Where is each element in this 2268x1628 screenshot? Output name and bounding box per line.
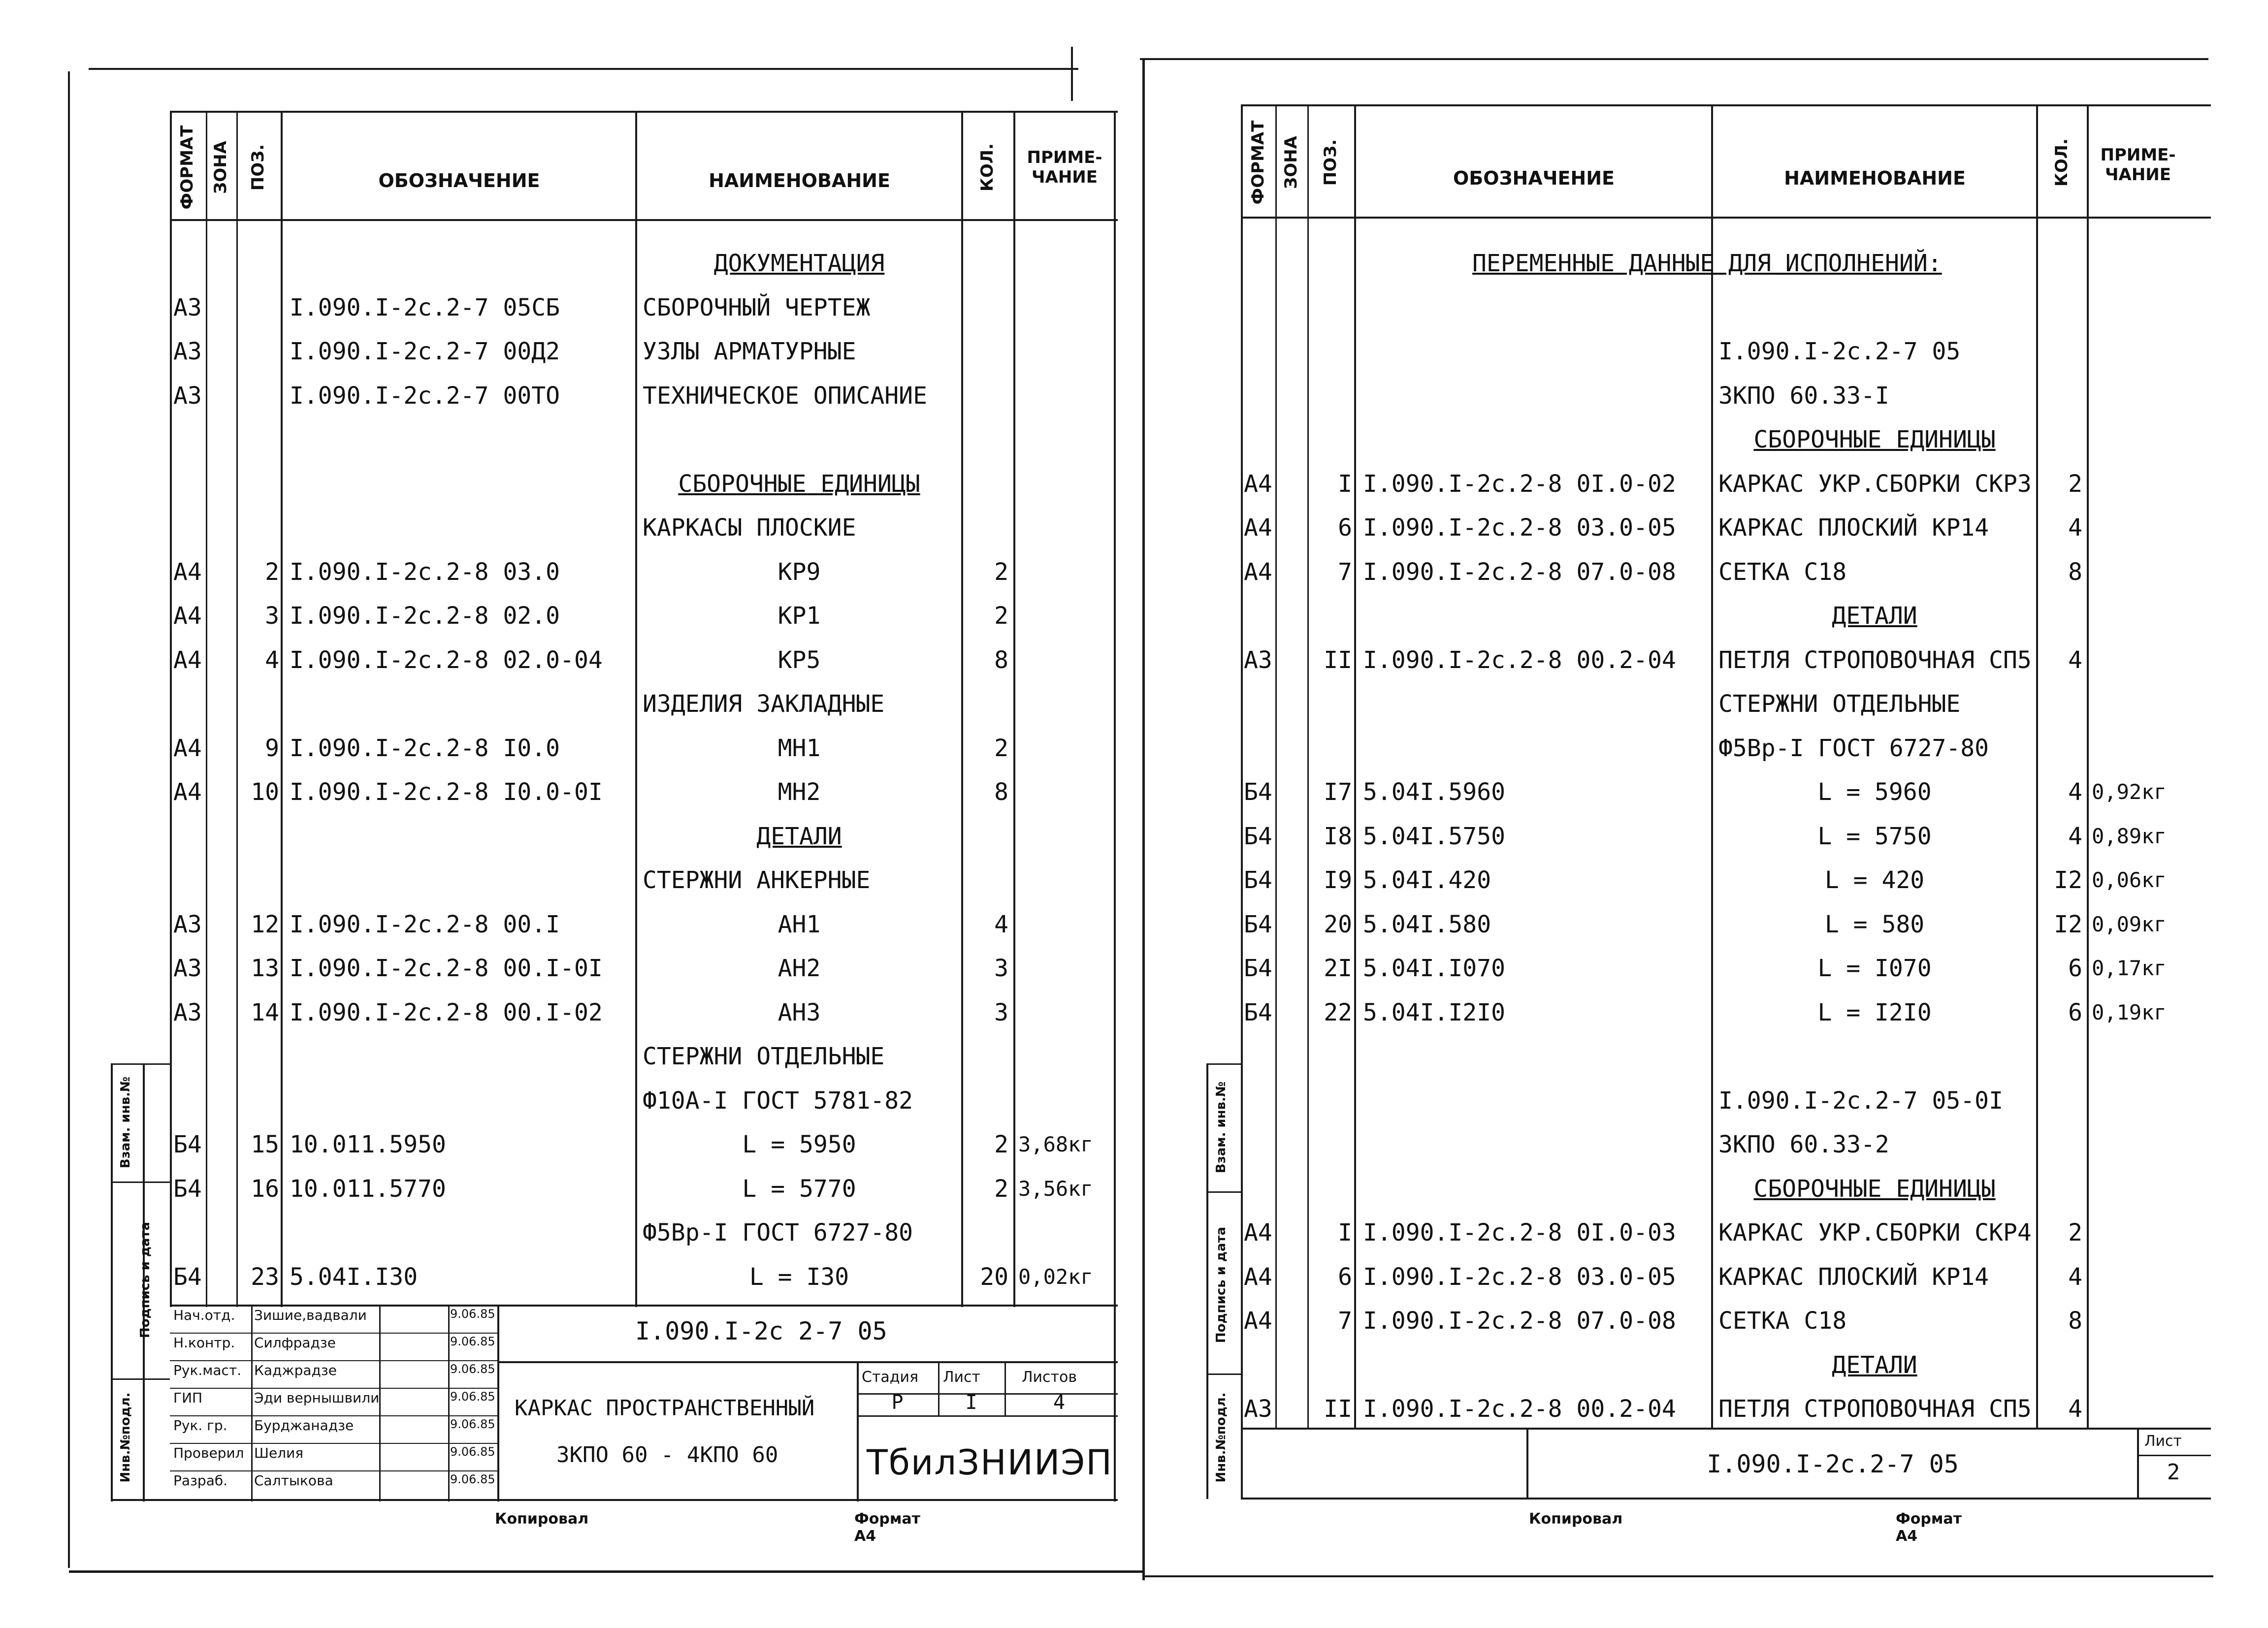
role-date: 9.06.85 bbox=[450, 1335, 495, 1348]
row-name: СТЕРЖНИ АНКЕРНЫЕ bbox=[643, 866, 871, 894]
row-designation: I.090.I-2с.2-8 00.I bbox=[290, 910, 560, 938]
row-format: Б4 bbox=[1244, 910, 1272, 938]
row-quantity: 4 bbox=[994, 910, 1008, 938]
row-position: 23 bbox=[251, 1263, 279, 1291]
row-quantity: 8 bbox=[2068, 558, 2082, 586]
row-designation: I.090.I-2с.2-7 00ТО bbox=[290, 382, 560, 410]
role-title: Нач.отд. bbox=[173, 1307, 235, 1323]
row-name: I.090.I-2с.2-7 05 bbox=[1718, 338, 1961, 365]
row-position: 20 bbox=[1324, 910, 1352, 938]
row-name: КР9 bbox=[778, 558, 821, 586]
header-zone: ЗОНА bbox=[211, 141, 230, 194]
row-quantity: 2 bbox=[994, 1175, 1008, 1203]
row-position: 9 bbox=[265, 734, 279, 762]
row-format: А4 bbox=[173, 602, 202, 630]
row-designation: 10.011.5950 bbox=[290, 1131, 446, 1158]
row-quantity: 4 bbox=[2068, 1395, 2082, 1423]
role-name: Бурджанадзе bbox=[254, 1417, 354, 1434]
row-designation: I.090.I-2с.2-8 00.I-02 bbox=[290, 998, 603, 1026]
row-designation: I.090.I-2с.2-8 02.0 bbox=[290, 602, 560, 630]
row-position: 15 bbox=[251, 1131, 279, 1158]
row-position: II bbox=[1324, 646, 1352, 674]
row-position: 13 bbox=[251, 955, 279, 982]
row-name: L = 420 bbox=[1824, 866, 1925, 894]
row-format: А3 bbox=[173, 910, 202, 938]
role-name: Зишие,вадвали bbox=[254, 1307, 367, 1323]
row-name: Ф10А-I ГОСТ 5781-82 bbox=[643, 1086, 913, 1115]
row-format: А3 bbox=[173, 338, 202, 365]
row-quantity: 4 bbox=[2068, 778, 2082, 806]
row-note: 0,06кг bbox=[2092, 868, 2167, 892]
row-designation: 10.011.5770 bbox=[290, 1175, 446, 1203]
row-quantity: 3 bbox=[994, 955, 1008, 982]
row-name: КАРКАСЫ ПЛОСКИЕ bbox=[643, 514, 856, 542]
row-quantity: 2 bbox=[2068, 470, 2082, 498]
left-title-line2: 3КПО 60 - 4КПО 60 bbox=[556, 1442, 778, 1468]
role-name: Силфрадзе bbox=[254, 1335, 336, 1351]
row-name: ДЕТАЛИ bbox=[1832, 1351, 1917, 1379]
row-format: А3 bbox=[1244, 646, 1272, 674]
row-name: L = I2I0 bbox=[1817, 998, 1932, 1026]
right-header-zone: ЗОНА bbox=[1281, 136, 1301, 189]
row-format: А4 bbox=[1244, 558, 1272, 586]
role-name: Эди вернышвили bbox=[254, 1390, 380, 1406]
sheet-value: I bbox=[965, 1391, 977, 1414]
row-format: А4 bbox=[1244, 514, 1272, 542]
row-name: СБОРОЧНЫЕ ЕДИНИЦЫ bbox=[678, 470, 920, 498]
row-designation: ПЕРЕМЕННЫЕ ДАННЫЕ ДЛЯ ИСПОЛНЕНИЙ: bbox=[1472, 250, 1942, 277]
header-designation: ОБОЗНАЧЕНИЕ bbox=[378, 170, 540, 192]
row-designation: 5.04I.420 bbox=[1363, 866, 1491, 894]
row-name: I.090.I-2с.2-7 05-0I bbox=[1718, 1086, 2003, 1115]
row-name: СБОРОЧНЫЕ ЕДИНИЦЫ bbox=[1753, 1175, 1996, 1203]
right-header-designation: ОБОЗНАЧЕНИЕ bbox=[1453, 167, 1615, 189]
row-position: 22 bbox=[1324, 998, 1352, 1026]
row-format: А3 bbox=[1244, 1395, 1272, 1423]
row-quantity: 2 bbox=[994, 1131, 1008, 1158]
row-quantity: I2 bbox=[2054, 910, 2082, 938]
role-date: 9.06.85 bbox=[450, 1390, 495, 1404]
role-title: Н.контр. bbox=[173, 1335, 235, 1351]
row-quantity: 2 bbox=[994, 558, 1008, 586]
row-designation: I.090.I-2с.2-8 03.0-05 bbox=[1363, 514, 1676, 542]
row-designation: I.090.I-2с.2-8 02.0-04 bbox=[290, 646, 603, 674]
row-name: МН1 bbox=[778, 734, 821, 762]
right-side-label-3: Инв.№подл. bbox=[1214, 1392, 1229, 1483]
row-name: L = 5770 bbox=[742, 1175, 856, 1203]
row-note: 3,56кг bbox=[1018, 1176, 1093, 1201]
row-format: Б4 bbox=[1244, 778, 1272, 806]
org-logo: ТбилЗНИИЭП bbox=[867, 1442, 1113, 1483]
row-name: СТЕРЖНИ ОТДЕЛЬНЫЕ bbox=[1718, 690, 1961, 718]
row-name: СЕТКА С18 bbox=[1718, 558, 1847, 586]
row-designation: I.090.I-2с.2-7 05СБ bbox=[290, 293, 560, 321]
role-title: Разраб. bbox=[173, 1472, 228, 1489]
row-note: 3,68кг bbox=[1018, 1132, 1093, 1156]
row-name: КАРКАС ПЛОСКИЙ КР14 bbox=[1718, 1263, 1989, 1291]
right-header-note: ПРИМЕ-ЧАНИЕ bbox=[2100, 145, 2176, 185]
row-designation: I.090.I-2с.2-8 0I.0-03 bbox=[1363, 1219, 1676, 1246]
row-quantity: 6 bbox=[2068, 955, 2082, 982]
role-title: ГИП bbox=[173, 1390, 203, 1406]
row-designation: 5.04I.5960 bbox=[1363, 778, 1505, 806]
row-designation: I.090.I-2с.2-7 00Д2 bbox=[290, 338, 560, 365]
row-note: 0,09кг bbox=[2092, 912, 2167, 936]
row-position: 10 bbox=[251, 778, 279, 806]
row-format: А4 bbox=[173, 558, 202, 586]
left-title-line1: КАРКАС ПРОСТРАНСТВЕННЫЙ bbox=[515, 1396, 815, 1421]
role-title: Рук.маст. bbox=[173, 1362, 242, 1378]
row-quantity: I2 bbox=[2054, 866, 2082, 894]
row-format: Б4 bbox=[1244, 998, 1272, 1026]
row-position: 6 bbox=[1338, 1263, 1352, 1291]
row-position: 4 bbox=[265, 646, 279, 674]
row-quantity: 8 bbox=[994, 778, 1008, 806]
row-name: ТЕХНИЧЕСКОЕ ОПИСАНИЕ bbox=[643, 382, 927, 410]
row-quantity: 8 bbox=[994, 646, 1008, 674]
row-quantity: 2 bbox=[994, 602, 1008, 630]
row-format: А4 bbox=[173, 646, 202, 674]
row-name: АН3 bbox=[778, 998, 821, 1026]
row-name: ПЕТЛЯ СТРОПОВОЧНАЯ СП5 bbox=[1718, 646, 2032, 674]
row-format: А3 bbox=[173, 382, 202, 410]
row-name: L = 5960 bbox=[1817, 778, 1932, 806]
row-position: 7 bbox=[1338, 1307, 1352, 1335]
row-note: 0,19кг bbox=[2092, 1000, 2167, 1024]
row-designation: I.090.I-2с.2-8 00.I-0I bbox=[290, 955, 603, 982]
row-quantity: 4 bbox=[2068, 514, 2082, 542]
row-designation: I.090.I-2с.2-8 I0.0 bbox=[290, 734, 560, 762]
row-designation: 5.04I.580 bbox=[1363, 910, 1491, 938]
row-name: Ф5Вр-I ГОСТ 6727-80 bbox=[1718, 734, 1989, 762]
stage-value: Р bbox=[891, 1391, 904, 1414]
row-name: Ф5Вр-I ГОСТ 6727-80 bbox=[643, 1219, 913, 1246]
row-format: Б4 bbox=[1244, 866, 1272, 894]
row-quantity: 4 bbox=[2068, 1263, 2082, 1291]
role-title: Проверил bbox=[173, 1445, 244, 1461]
row-name: МН2 bbox=[778, 778, 821, 806]
row-format: Б4 bbox=[173, 1131, 202, 1158]
row-name: ПЕТЛЯ СТРОПОВОЧНАЯ СП5 bbox=[1718, 1395, 2032, 1423]
right-format: Формат А4 bbox=[1896, 1510, 1962, 1545]
row-position: 2I bbox=[1324, 955, 1352, 982]
row-format: А3 bbox=[173, 293, 202, 321]
row-name: 3КПО 60.33-I bbox=[1718, 382, 1889, 410]
right-header-format: ФОРМАТ bbox=[1248, 120, 1268, 205]
role-date: 9.06.85 bbox=[450, 1362, 495, 1376]
row-name: КАРКАС УКР.СБОРКИ СКР4 bbox=[1718, 1219, 2032, 1246]
row-designation: I.090.I-2с.2-8 03.0 bbox=[290, 558, 560, 586]
left-side-label-2: Подпись и дата bbox=[138, 1221, 153, 1339]
row-note: 0,02кг bbox=[1018, 1264, 1093, 1289]
left-side-label-3: Инв.№подл. bbox=[118, 1392, 133, 1483]
right-header-pos: ПОЗ. bbox=[1321, 139, 1340, 186]
row-format: Б4 bbox=[173, 1263, 202, 1291]
row-designation: I.090.I-2с.2-8 07.0-08 bbox=[1363, 558, 1676, 586]
row-format: А4 bbox=[1244, 470, 1272, 498]
right-sheet-label: Лист bbox=[2144, 1433, 2182, 1450]
row-position: 6 bbox=[1338, 514, 1352, 542]
row-format: А3 bbox=[173, 998, 202, 1026]
row-position: I7 bbox=[1324, 778, 1352, 806]
row-format: А3 bbox=[173, 955, 202, 982]
row-name: СЕТКА С18 bbox=[1718, 1307, 1847, 1335]
header-pos: ПОЗ. bbox=[248, 144, 268, 191]
row-position: I8 bbox=[1324, 822, 1352, 850]
row-designation: I.090.I-2с.2-8 I0.0-0I bbox=[290, 778, 603, 806]
row-quantity: 4 bbox=[2068, 646, 2082, 674]
role-name: Салтыкова bbox=[254, 1472, 333, 1489]
right-header-qty: КОЛ. bbox=[2052, 138, 2072, 187]
row-position: 2 bbox=[265, 558, 279, 586]
row-position: 7 bbox=[1338, 558, 1352, 586]
row-name: ДЕТАЛИ bbox=[1832, 602, 1917, 630]
row-name: АН1 bbox=[778, 910, 821, 938]
row-name: ДЕТАЛИ bbox=[756, 822, 842, 850]
left-doc-code: I.090.I-2с 2-7 05 bbox=[635, 1317, 887, 1345]
row-name: ИЗДЕЛИЯ ЗАКЛАДНЫЕ bbox=[643, 690, 885, 718]
row-name: КР1 bbox=[778, 602, 821, 630]
role-date: 9.06.85 bbox=[450, 1445, 495, 1459]
right-sheet-value: 2 bbox=[2167, 1460, 2180, 1485]
row-format: А4 bbox=[173, 778, 202, 806]
role-title: Рук. гр. bbox=[173, 1417, 227, 1434]
row-format: А4 bbox=[1244, 1263, 1272, 1291]
row-position: 3 bbox=[265, 602, 279, 630]
left-format: Формат А4 bbox=[854, 1510, 920, 1545]
row-name: ДОКУМЕНТАЦИЯ bbox=[713, 250, 885, 277]
row-designation: I.090.I-2с.2-8 07.0-08 bbox=[1363, 1307, 1676, 1335]
header-qty: КОЛ. bbox=[977, 143, 997, 192]
row-name: L = I30 bbox=[749, 1263, 849, 1291]
row-name: L = 580 bbox=[1824, 910, 1925, 938]
row-designation: I.090.I-2с.2-8 0I.0-02 bbox=[1363, 470, 1676, 498]
stage-label: Стадия bbox=[862, 1369, 919, 1386]
row-format: А4 bbox=[1244, 1307, 1272, 1335]
row-name: L = I070 bbox=[1817, 955, 1932, 982]
row-name: СБОРОЧНЫЕ ЕДИНИЦЫ bbox=[1753, 426, 1996, 453]
header-name: НАИМЕНОВАНИЕ bbox=[709, 170, 890, 192]
row-note: 0,17кг bbox=[2092, 956, 2167, 980]
left-side-label-1: Взам. инв.№ bbox=[118, 1076, 133, 1169]
row-name: УЗЛЫ АРМАТУРНЫЕ bbox=[643, 338, 856, 365]
sheets-label: Листов bbox=[1022, 1369, 1077, 1386]
row-note: 0,92кг bbox=[2092, 780, 2167, 804]
row-quantity: 3 bbox=[994, 998, 1008, 1026]
row-quantity: 20 bbox=[980, 1263, 1008, 1291]
row-format: Б4 bbox=[1244, 955, 1272, 982]
role-name: Шелия bbox=[254, 1445, 304, 1461]
role-date: 9.06.85 bbox=[450, 1417, 495, 1431]
row-format: А4 bbox=[173, 734, 202, 762]
row-position: I bbox=[1338, 470, 1352, 498]
row-position: 16 bbox=[251, 1175, 279, 1203]
row-name: КАРКАС УКР.СБОРКИ СКР3 bbox=[1718, 470, 2032, 498]
row-quantity: 2 bbox=[994, 734, 1008, 762]
row-name: СТЕРЖНИ ОТДЕЛЬНЫЕ bbox=[643, 1043, 885, 1070]
left-copied: Копировал bbox=[495, 1510, 589, 1528]
row-designation: I.090.I-2с.2-8 00.2-04 bbox=[1363, 646, 1676, 674]
row-name: L = 5950 bbox=[742, 1131, 856, 1158]
row-format: Б4 bbox=[1244, 822, 1272, 850]
row-quantity: 6 bbox=[2068, 998, 2082, 1026]
row-designation: 5.04I.5750 bbox=[1363, 822, 1505, 850]
right-copied: Копировал bbox=[1529, 1510, 1623, 1528]
row-designation: I.090.I-2с.2-8 00.2-04 bbox=[1363, 1395, 1676, 1423]
row-name: АН2 bbox=[778, 955, 821, 982]
role-name: Каджрадзе bbox=[254, 1362, 337, 1378]
right-side-label-1: Взам. инв.№ bbox=[1214, 1081, 1229, 1174]
row-name: 3КПО 60.33-2 bbox=[1718, 1131, 1889, 1158]
row-position: 12 bbox=[251, 910, 279, 938]
row-quantity: 4 bbox=[2068, 822, 2082, 850]
row-position: I bbox=[1338, 1219, 1352, 1246]
row-name: L = 5750 bbox=[1817, 822, 1932, 850]
row-position: II bbox=[1324, 1395, 1352, 1423]
row-quantity: 8 bbox=[2068, 1307, 2082, 1335]
row-designation: 5.04I.I2I0 bbox=[1363, 998, 1505, 1026]
right-side-label-2: Подпись и дата bbox=[1214, 1226, 1229, 1343]
row-position: 14 bbox=[251, 998, 279, 1026]
row-designation: 5.04I.I30 bbox=[290, 1263, 418, 1291]
row-note: 0,89кг bbox=[2092, 824, 2167, 848]
right-doc-code: I.090.I-2с.2-7 05 bbox=[1707, 1450, 1959, 1478]
row-name: КР5 bbox=[778, 646, 821, 674]
role-date: 9.06.85 bbox=[450, 1307, 495, 1321]
sheet-label: Лист bbox=[943, 1369, 981, 1386]
row-name: КАРКАС ПЛОСКИЙ КР14 bbox=[1718, 514, 1989, 542]
right-header-name: НАИМЕНОВАНИЕ bbox=[1784, 167, 1966, 189]
role-date: 9.06.85 bbox=[450, 1472, 495, 1486]
sheets-value: 4 bbox=[1053, 1391, 1066, 1414]
row-designation: I.090.I-2с.2-8 03.0-05 bbox=[1363, 1263, 1676, 1291]
row-format: А4 bbox=[1244, 1219, 1272, 1246]
row-format: Б4 bbox=[173, 1175, 202, 1203]
header-format: ФОРМАТ bbox=[177, 125, 197, 210]
row-designation: 5.04I.I070 bbox=[1363, 955, 1505, 982]
row-position: I9 bbox=[1324, 866, 1352, 894]
row-quantity: 2 bbox=[2068, 1219, 2082, 1246]
header-note: ПРИМЕ-ЧАНИЕ bbox=[1027, 148, 1102, 187]
row-name: СБОРОЧНЫЙ ЧЕРТЕЖ bbox=[643, 293, 871, 321]
